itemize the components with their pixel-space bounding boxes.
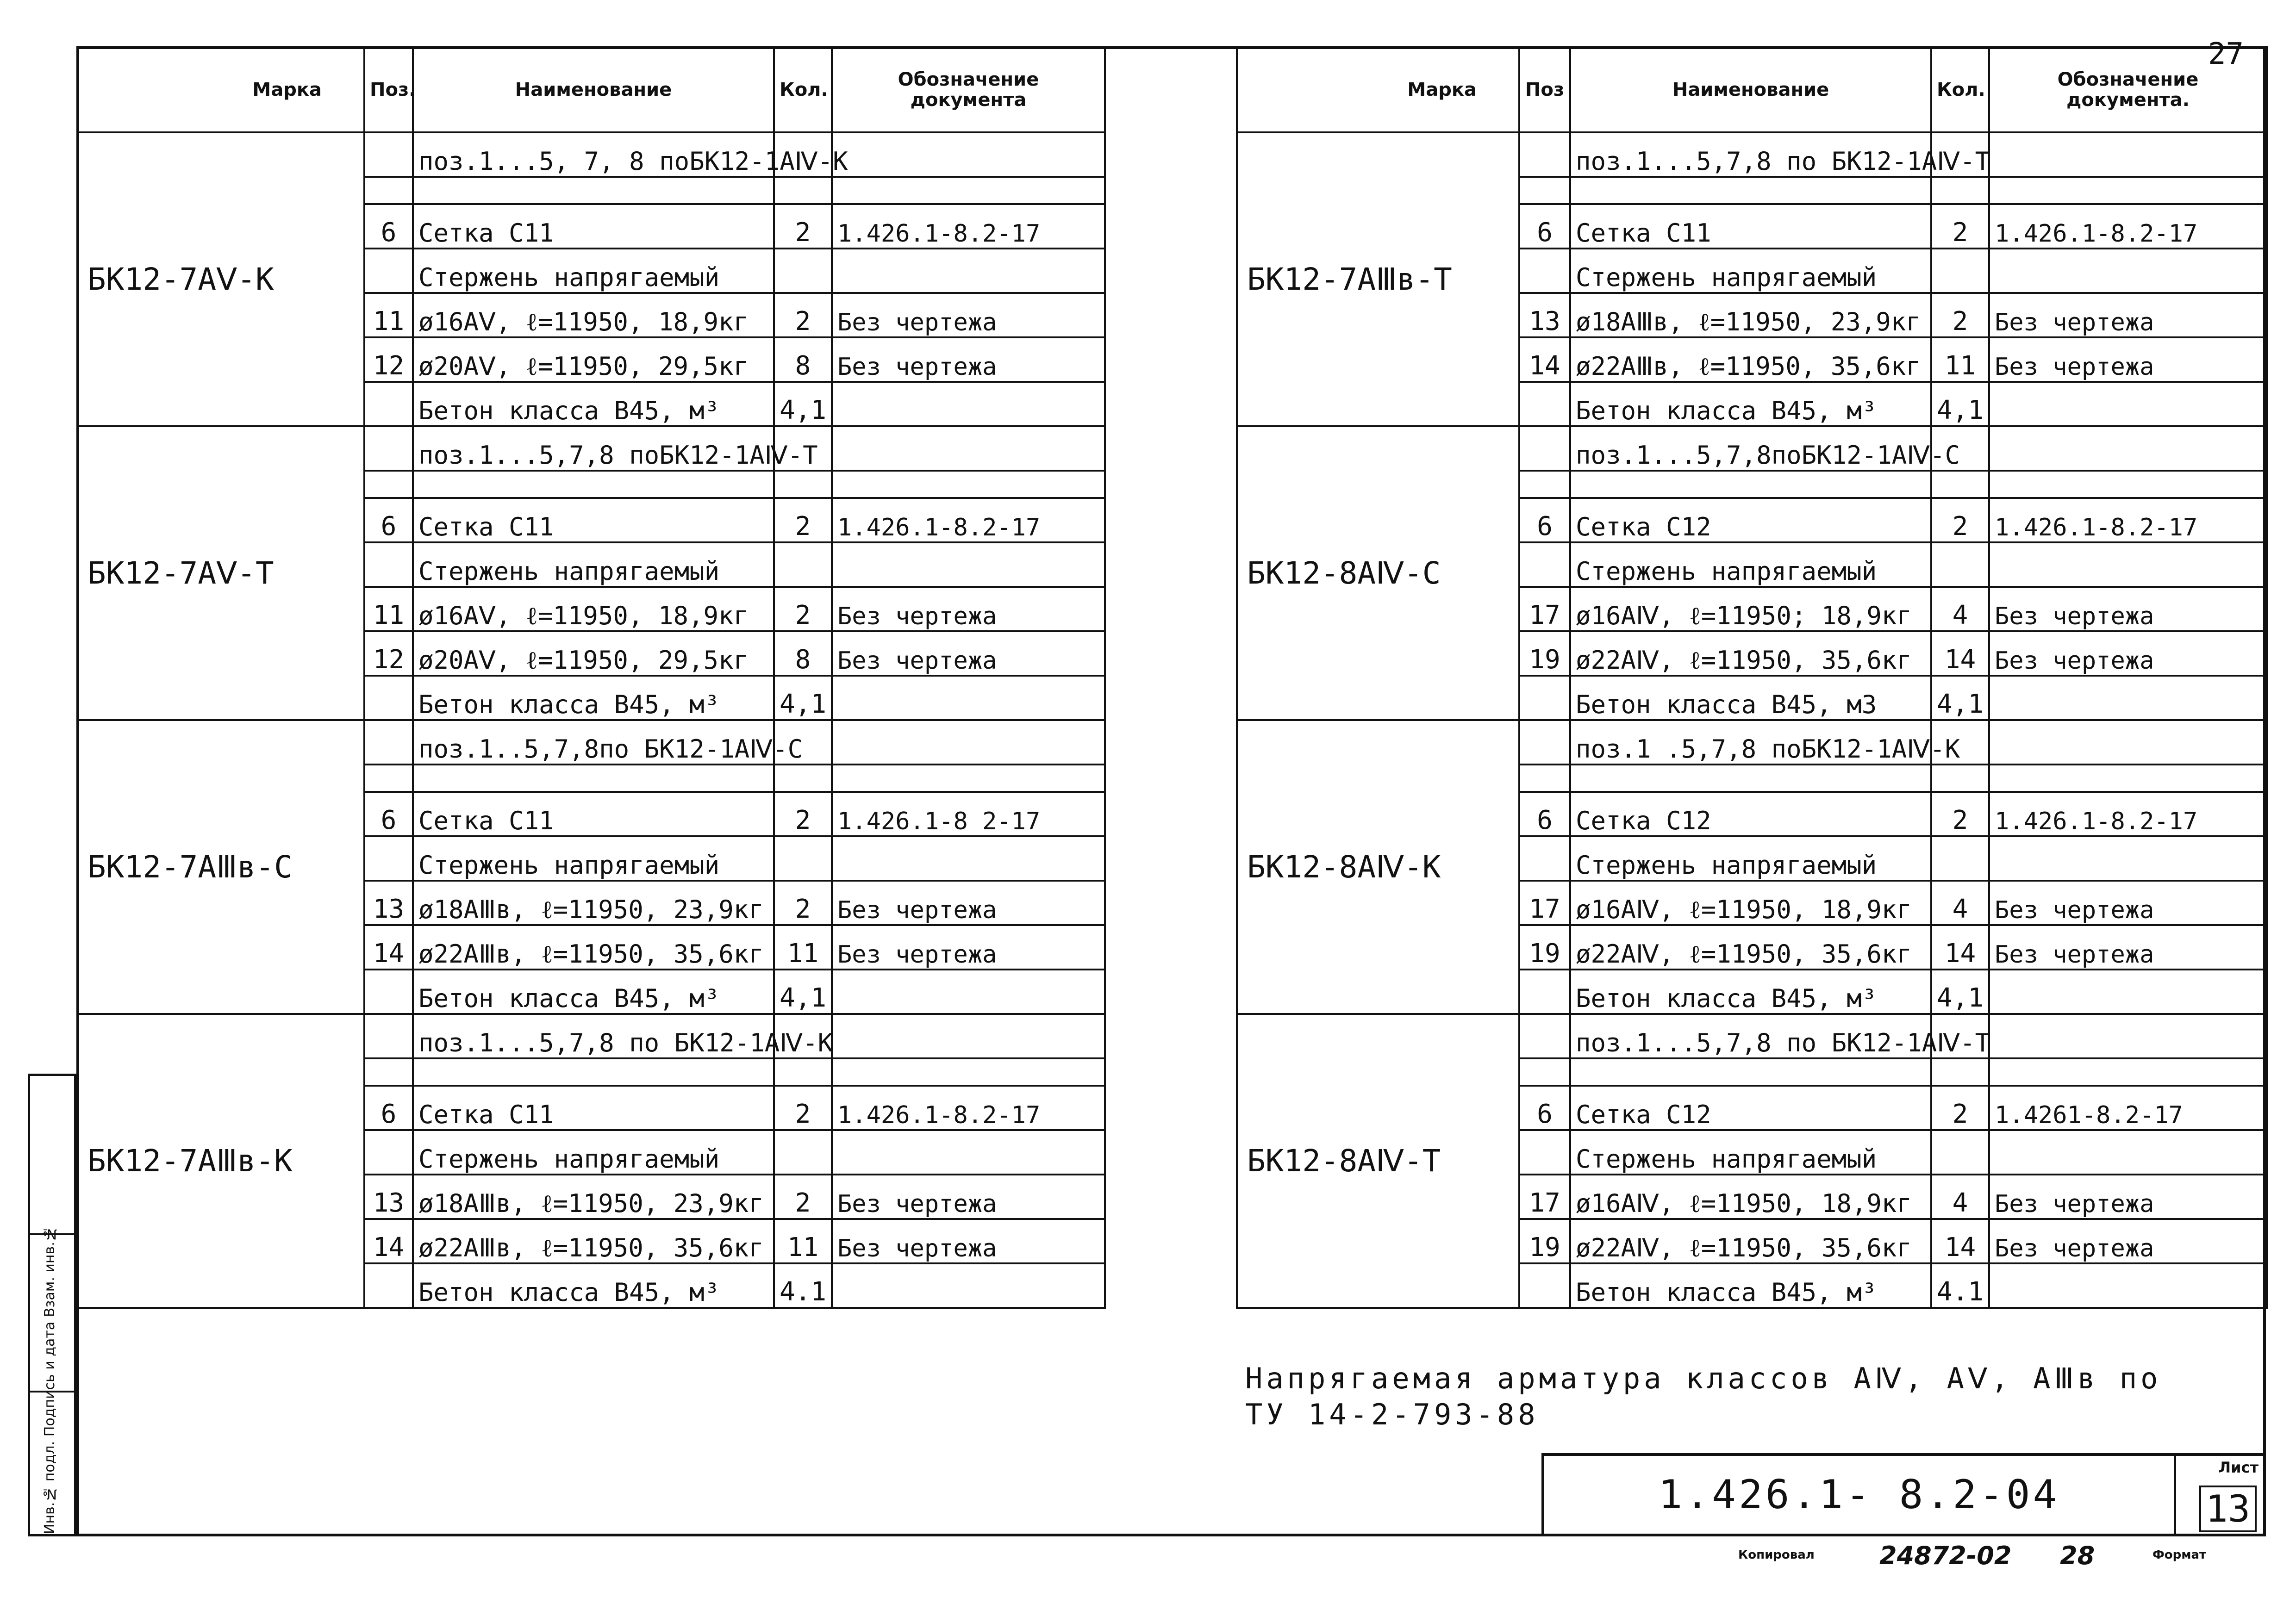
empty-cell: [364, 471, 413, 498]
cell-mark: БК12-8АⅣ-С: [1237, 426, 1519, 720]
cell-doc: [1989, 132, 2267, 177]
cell-name: ø16АⅤ, ℓ=11950, 18,9кг: [413, 587, 774, 631]
cell-kol: 4.1: [774, 1263, 832, 1308]
margin-label: Инв.№ подл. Подпись и дата Взам. инв.№: [42, 1225, 58, 1534]
empty-cell: [1931, 765, 1989, 792]
cell-kol: 2: [1931, 498, 1989, 542]
table-header-row: [1237, 47, 2267, 132]
cell-pos: [364, 542, 413, 587]
footer-page: 28: [2060, 1541, 2095, 1570]
cell-pos: [364, 676, 413, 720]
cell-kol: 2: [1931, 293, 1989, 337]
empty-cell: [413, 765, 774, 792]
cell-doc: Без чертежа: [1989, 1219, 2267, 1263]
cell-mark: БК12-7АⅤ-Т: [77, 426, 364, 720]
cell-name: Бетон класса В45, м³: [413, 970, 774, 1014]
cell-kol: 2: [774, 498, 832, 542]
document-code: 1.426.1- 8.2-04: [1544, 1456, 2176, 1534]
cell-doc: [832, 426, 1105, 471]
cell-kol: 11: [774, 1219, 832, 1263]
header-pos: Поз: [1519, 47, 1570, 132]
cell-kol: [774, 249, 832, 293]
title-block: [1541, 1453, 2266, 1536]
cell-pos: 13: [1519, 293, 1570, 337]
cell-doc: Без чертежа: [1989, 925, 2267, 970]
header-name: Наименование: [1570, 47, 1931, 132]
empty-cell: [1931, 1058, 1989, 1086]
cell-doc: Без чертежа: [832, 925, 1105, 970]
cell-pos: [1519, 132, 1570, 177]
note-line-1: Напрягаемая арматура классов АⅣ, АⅤ, АⅢв по: [1245, 1361, 2162, 1395]
cell-kol: 8: [774, 631, 832, 676]
cell-name: ø20АⅤ, ℓ=11950, 29,5кг: [413, 337, 774, 382]
cell-pos: 13: [364, 1175, 413, 1219]
cell-pos: 13: [364, 881, 413, 925]
cell-doc: 1.426.1-8.2-17: [832, 498, 1105, 542]
cell-kol: [774, 542, 832, 587]
cell-pos: 11: [364, 293, 413, 337]
cell-name: Бетон класса В45, м³: [413, 1263, 774, 1308]
cell-doc: Без чертежа: [832, 587, 1105, 631]
reinforcement-note: [1245, 1361, 2161, 1432]
cell-kol: 4,1: [774, 970, 832, 1014]
table-row: [77, 1014, 1105, 1058]
cell-pos: [364, 249, 413, 293]
cell-doc: Без чертежа: [1989, 293, 2267, 337]
cell-doc: Без чертежа: [832, 1219, 1105, 1263]
cell-pos: [1519, 836, 1570, 881]
cell-pos: 11: [364, 587, 413, 631]
cell-pos: [364, 720, 413, 765]
cell-doc: Без чертежа: [1989, 587, 2267, 631]
cell-pos: [364, 426, 413, 471]
note-line-2: ТУ 14-2-793-88: [1245, 1397, 1539, 1431]
cell-doc: [1989, 676, 2267, 720]
table-row: [77, 720, 1105, 765]
table-row: [1237, 132, 2267, 177]
cell-kol: 4,1: [774, 676, 832, 720]
cell-name: ø22АⅢв, ℓ=11950, 35,6кг: [413, 1219, 774, 1263]
sheet-number: 13: [2199, 1486, 2257, 1532]
cell-pos: 6: [364, 498, 413, 542]
cell-mark: БК12-7АⅤ-К: [77, 132, 364, 426]
cell-mark: БК12-8АⅣ-Т: [1237, 1014, 1519, 1308]
cell-doc: [832, 676, 1105, 720]
cell-name: ø18АⅢв, ℓ=11950, 23,9кг: [413, 1175, 774, 1219]
cell-name: Сетка С11: [413, 1086, 774, 1130]
cell-pos: 17: [1519, 1175, 1570, 1219]
cell-name: Сетка С11: [413, 498, 774, 542]
cell-kol: 2: [1931, 792, 1989, 836]
cell-kol: 2: [1931, 204, 1989, 249]
cell-doc: [832, 382, 1105, 426]
cell-mark: БК12-7АⅢв-С: [77, 720, 364, 1014]
cell-doc: [1989, 426, 2267, 471]
empty-cell: [1989, 177, 2267, 204]
cell-pos: [1519, 542, 1570, 587]
cell-kol: 2: [774, 1175, 832, 1219]
cell-name: Бетон класса В45, м³: [1570, 970, 1931, 1014]
header-kol: Кол.: [774, 47, 832, 132]
cell-pos: 6: [1519, 498, 1570, 542]
cell-name: Стержень напрягаемый: [1570, 249, 1931, 293]
cell-name: поз.1...5,7,8 поБК12-1АⅣ-Т: [413, 426, 774, 471]
cell-name: ø16АⅣ, ℓ=11950, 18,9кг: [1570, 1175, 1931, 1219]
cell-name: ø16АⅤ, ℓ=11950, 18,9кг: [413, 293, 774, 337]
cell-doc: 1.426.1-8.2-17: [1989, 792, 2267, 836]
cell-name: Стержень напрягаемый: [413, 1130, 774, 1175]
cell-pos: [364, 970, 413, 1014]
cell-kol: 2: [774, 792, 832, 836]
cell-kol: 4: [1931, 881, 1989, 925]
cell-kol: 2: [774, 587, 832, 631]
cell-kol: 2: [774, 293, 832, 337]
table-row: [77, 426, 1105, 471]
cell-pos: [1519, 970, 1570, 1014]
table-row: [77, 132, 1105, 177]
cell-doc: [1989, 836, 2267, 881]
cell-doc: [832, 1130, 1105, 1175]
cell-doc: [1989, 1130, 2267, 1175]
cell-pos: 6: [364, 1086, 413, 1130]
cell-doc: [1989, 1263, 2267, 1308]
cell-name: ø22АⅣ, ℓ=11950, 35,6кг: [1570, 925, 1931, 970]
cell-name: Стержень напрягаемый: [413, 249, 774, 293]
cell-pos: 19: [1519, 631, 1570, 676]
empty-cell: [364, 177, 413, 204]
cell-name: ø16АⅣ, ℓ=11950; 18,9кг: [1570, 587, 1931, 631]
cell-doc: Без чертежа: [1989, 1175, 2267, 1219]
empty-cell: [1931, 471, 1989, 498]
header-doc: Обозначение документа.: [1989, 47, 2267, 132]
cell-name: Бетон класса В45, м3: [1570, 676, 1931, 720]
cell-pos: [364, 382, 413, 426]
cell-mark: БК12-7АⅢв-Т: [1237, 132, 1519, 426]
cell-name: поз.1 .5,7,8 поБК12-1АⅣ-К: [1570, 720, 1931, 765]
cell-doc: Без чертежа: [1989, 881, 2267, 925]
empty-cell: [1570, 471, 1931, 498]
empty-cell: [1570, 765, 1931, 792]
cell-kol: 11: [774, 925, 832, 970]
cell-pos: 17: [1519, 881, 1570, 925]
header-doc: Обозначение документа: [832, 47, 1105, 132]
cell-doc: Без чертежа: [1989, 631, 2267, 676]
empty-cell: [774, 177, 832, 204]
cell-name: поз.1...5, 7, 8 поБК12-1АⅣ-К: [413, 132, 774, 177]
cell-pos: [1519, 720, 1570, 765]
cell-pos: 19: [1519, 1219, 1570, 1263]
cell-doc: Без чертежа: [832, 1175, 1105, 1219]
empty-cell: [1989, 765, 2267, 792]
cell-doc: Без чертежа: [1989, 337, 2267, 382]
empty-cell: [413, 177, 774, 204]
cell-name: Стержень напрягаемый: [1570, 836, 1931, 881]
empty-cell: [1931, 177, 1989, 204]
cell-name: Бетон класса В45, м³: [413, 676, 774, 720]
empty-cell: [1570, 1058, 1931, 1086]
cell-pos: 14: [364, 1219, 413, 1263]
empty-cell: [1570, 177, 1931, 204]
cell-pos: [1519, 676, 1570, 720]
cell-kol: 4,1: [1931, 382, 1989, 426]
cell-name: ø22АⅣ, ℓ=11950, 35,6кг: [1570, 1219, 1931, 1263]
cell-name: Бетон класса В45, м³: [1570, 382, 1931, 426]
empty-cell: [1519, 177, 1570, 204]
table-header-row: [77, 47, 1105, 132]
cell-name: Сетка С12: [1570, 498, 1931, 542]
empty-cell: [364, 765, 413, 792]
cell-doc: [1989, 542, 2267, 587]
cell-kol: 4,1: [1931, 676, 1989, 720]
cell-kol: [774, 836, 832, 881]
empty-cell: [774, 1058, 832, 1086]
cell-name: Стержень напрягаемый: [413, 836, 774, 881]
spec-table-left: [76, 46, 1106, 1309]
empty-cell: [832, 1058, 1105, 1086]
cell-kol: 14: [1931, 1219, 1989, 1263]
cell-doc: [832, 249, 1105, 293]
copied-label: Копировал: [1738, 1548, 1815, 1562]
cell-doc: Без чертежа: [832, 337, 1105, 382]
cell-pos: [364, 836, 413, 881]
empty-cell: [1519, 471, 1570, 498]
empty-cell: [413, 1058, 774, 1086]
sheet-label: Лист: [2218, 1459, 2259, 1476]
cell-name: ø18АⅢв, ℓ=11950, 23,9кг: [1570, 293, 1931, 337]
cell-name: Бетон класса В45, м³: [413, 382, 774, 426]
cell-name: Стержень напрягаемый: [1570, 1130, 1931, 1175]
cell-kol: 2: [774, 204, 832, 249]
cell-kol: 14: [1931, 925, 1989, 970]
cell-pos: [1519, 249, 1570, 293]
margin-signature-strip: [28, 1074, 76, 1536]
cell-doc: [832, 720, 1105, 765]
cell-name: ø20АⅤ, ℓ=11950, 29,5кг: [413, 631, 774, 676]
empty-cell: [832, 765, 1105, 792]
cell-kol: 2: [774, 881, 832, 925]
cell-name: Сетка С11: [413, 204, 774, 249]
cell-doc: [1989, 970, 2267, 1014]
cell-doc: 1.426.1-8.2-17: [832, 204, 1105, 249]
spec-table-right: [1236, 46, 2268, 1309]
cell-kol: 2: [1931, 1086, 1989, 1130]
cell-doc: [832, 836, 1105, 881]
cell-kol: 2: [774, 1086, 832, 1130]
cell-doc: [1989, 382, 2267, 426]
cell-pos: [364, 1130, 413, 1175]
cell-kol: 11: [1931, 337, 1989, 382]
cell-pos: [364, 1014, 413, 1058]
cell-doc: [1989, 1014, 2267, 1058]
cell-pos: 6: [364, 204, 413, 249]
cell-doc: Без чертежа: [832, 293, 1105, 337]
cell-doc: [1989, 720, 2267, 765]
cell-pos: [1519, 426, 1570, 471]
cell-mark: БК12-8АⅣ-К: [1237, 720, 1519, 1014]
cell-name: Стержень напрягаемый: [1570, 542, 1931, 587]
page-number: 27: [2208, 37, 2244, 71]
cell-kol: 4,1: [774, 382, 832, 426]
empty-cell: [364, 1058, 413, 1086]
cell-doc: [1989, 249, 2267, 293]
cell-pos: 14: [364, 925, 413, 970]
empty-cell: [413, 471, 774, 498]
cell-name: Сетка С11: [1570, 204, 1931, 249]
cell-pos: [1519, 1014, 1570, 1058]
empty-cell: [1989, 1058, 2267, 1086]
cell-kol: 4: [1931, 1175, 1989, 1219]
cell-pos: 14: [1519, 337, 1570, 382]
table-row: [1237, 720, 2267, 765]
cell-pos: [364, 132, 413, 177]
cell-name: Сетка С12: [1570, 1086, 1931, 1130]
cell-doc: [832, 542, 1105, 587]
cell-name: поз.1...5,7,8 по БК12-1АⅣ-Т: [1570, 1014, 1931, 1058]
cell-doc: 1.426.1-8.2-17: [1989, 498, 2267, 542]
cell-name: ø22АⅣ, ℓ=11950, 35,6кг: [1570, 631, 1931, 676]
cell-pos: 6: [1519, 204, 1570, 249]
cell-doc: 1.426.1-8.2-17: [1989, 204, 2267, 249]
cell-pos: [364, 1263, 413, 1308]
cell-pos: 6: [364, 792, 413, 836]
cell-pos: [1519, 382, 1570, 426]
cell-kol: [1931, 1130, 1989, 1175]
cell-pos: 17: [1519, 587, 1570, 631]
cell-pos: [1519, 1263, 1570, 1308]
cell-pos: 6: [1519, 1086, 1570, 1130]
cell-doc: Без чертежа: [832, 881, 1105, 925]
cell-mark: БК12-7АⅢв-К: [77, 1014, 364, 1308]
empty-cell: [774, 765, 832, 792]
table-row: [1237, 1014, 2267, 1058]
cell-kol: [1931, 249, 1989, 293]
empty-cell: [1519, 1058, 1570, 1086]
cell-name: ø22АⅢв, ℓ=11950, 35,6кг: [413, 925, 774, 970]
cell-kol: 4: [1931, 587, 1989, 631]
cell-kol: 14: [1931, 631, 1989, 676]
empty-cell: [832, 177, 1105, 204]
cell-doc: 1.4261-8.2-17: [1989, 1086, 2267, 1130]
table-row: [1237, 426, 2267, 471]
cell-name: ø22АⅢв, ℓ=11950, 35,6кг: [1570, 337, 1931, 382]
cell-doc: Без чертежа: [832, 631, 1105, 676]
cell-kol: [774, 1130, 832, 1175]
empty-cell: [774, 471, 832, 498]
cell-name: ø18АⅢв, ℓ=11950, 23,9кг: [413, 881, 774, 925]
cell-doc: [832, 1014, 1105, 1058]
cell-kol: 4,1: [1931, 970, 1989, 1014]
cell-pos: 12: [364, 337, 413, 382]
empty-cell: [832, 471, 1105, 498]
cell-name: поз.1..5,7,8по БК12-1АⅣ-С: [413, 720, 774, 765]
header-mark: Марка: [77, 47, 364, 132]
cell-name: поз.1...5,7,8поБК12-1АⅣ-С: [1570, 426, 1931, 471]
format-label: Формат: [2152, 1548, 2207, 1562]
cell-doc: [832, 132, 1105, 177]
cell-kol: [1931, 542, 1989, 587]
cell-name: поз.1...5,7,8 по БК12-1АⅣ-Т: [1570, 132, 1931, 177]
header-mark: Марка: [1237, 47, 1519, 132]
header-kol: Кол.: [1931, 47, 1989, 132]
cell-pos: 12: [364, 631, 413, 676]
cell-kol: 4.1: [1931, 1263, 1989, 1308]
order-number: 24872-02: [1879, 1541, 2012, 1570]
empty-cell: [1519, 765, 1570, 792]
cell-pos: 6: [1519, 792, 1570, 836]
cell-pos: 19: [1519, 925, 1570, 970]
cell-doc: [832, 970, 1105, 1014]
cell-name: Сетка С12: [1570, 792, 1931, 836]
header-name: Наименование: [413, 47, 774, 132]
cell-kol: 8: [774, 337, 832, 382]
cell-name: поз.1...5,7,8 по БК12-1АⅣ-К: [413, 1014, 774, 1058]
cell-doc: 1.426.1-8 2-17: [832, 792, 1105, 836]
cell-name: ø16АⅣ, ℓ=11950, 18,9кг: [1570, 881, 1931, 925]
cell-name: Стержень напрягаемый: [413, 542, 774, 587]
cell-pos: [1519, 1130, 1570, 1175]
cell-doc: [832, 1263, 1105, 1308]
cell-kol: [1931, 836, 1989, 881]
cell-name: Сетка С11: [413, 792, 774, 836]
cell-doc: 1.426.1-8.2-17: [832, 1086, 1105, 1130]
header-pos: Поз.: [364, 47, 413, 132]
cell-name: Бетон класса В45, м³: [1570, 1263, 1931, 1308]
empty-cell: [1989, 471, 2267, 498]
